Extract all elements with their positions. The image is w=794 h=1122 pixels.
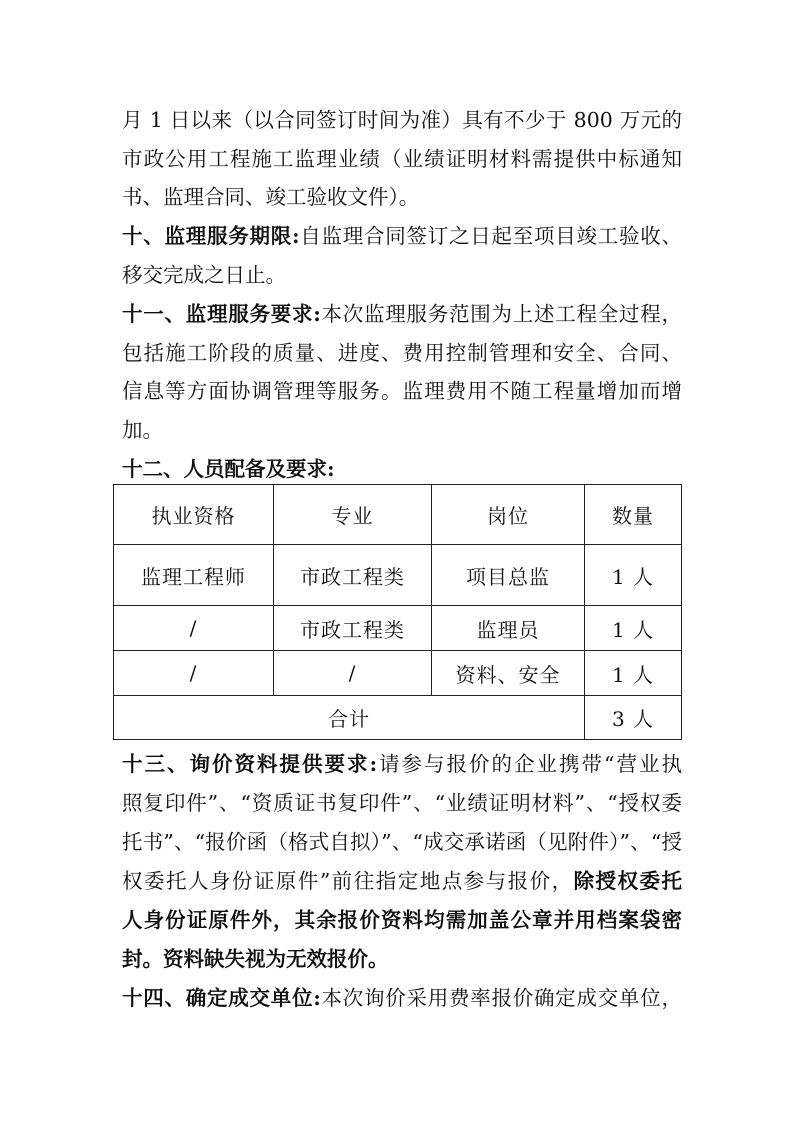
paragraph-line: 托书”、“报价函（格式自拟）”、“成交承诺函（见附件）”、“授 <box>122 830 682 854</box>
section-13 <box>122 750 682 778</box>
total-label: 合计 <box>114 696 585 740</box>
header-cell: 专业 <box>274 485 432 545</box>
table-cell: / <box>114 606 274 651</box>
paragraph-line: 移交完成之日止。 <box>122 263 286 287</box>
total-value: 3 人 <box>585 696 682 740</box>
section-text: 请参与报价的企业携带“营业执 <box>377 752 682 776</box>
emphasis-line: 人身份证原件外，其余报价资料均需加盖公章并用档案袋密 <box>122 908 682 932</box>
section-text: 本次监理服务范围为上述工程全过程， <box>320 302 682 326</box>
table-header-row <box>114 485 682 545</box>
emphasis-line: 封。资料缺失视为无效报价。 <box>122 947 389 971</box>
paragraph-line: 包括施工阶段的质量、进度、费用控制管理和安全、合同、 <box>122 341 682 365</box>
table-cell: 监理员 <box>432 606 585 651</box>
table-row <box>114 651 682 696</box>
table-cell: 1 人 <box>585 545 682 606</box>
section-12-heading: 十二、人员配备及要求: <box>122 457 335 481</box>
table-row <box>114 545 682 606</box>
header-cell: 数量 <box>585 485 682 545</box>
section-heading: 十一、监理服务要求: <box>122 302 321 326</box>
table-cell: / <box>114 651 274 696</box>
section-text: 本次询价采用费率报价确定成交单位， <box>320 986 682 1010</box>
section-text: 权委托人身份证原件”前往指定地点参与报价， <box>122 869 574 893</box>
section-text: 自监理合同签订之日起至项目竣工验收、 <box>299 224 682 248</box>
paragraph-line: 市政公用工程施工监理业绩（业绩证明材料需提供中标通知 <box>122 147 682 171</box>
table-cell: 资料、安全 <box>432 651 585 696</box>
paragraph-line: 月 1 日以来（以合同签订时间为准）具有不少于 800 万元的 <box>122 108 682 132</box>
paragraph-line: 信息等方面协调管理等服务。监理费用不随工程量增加而增 <box>122 379 682 403</box>
section-10 <box>122 222 682 250</box>
table-cell: 1 人 <box>585 651 682 696</box>
paragraph-line <box>122 867 682 895</box>
emphasis-text: 除授权委托 <box>573 869 683 893</box>
table-cell: 项目总监 <box>432 545 585 606</box>
section-14 <box>122 984 682 1012</box>
header-cell: 执业资格 <box>114 485 274 545</box>
table-cell: 市政工程类 <box>274 545 432 606</box>
table-cell: 1 人 <box>585 606 682 651</box>
header-cell: 岗位 <box>432 485 585 545</box>
table-row <box>114 606 682 651</box>
table-cell: / <box>274 651 432 696</box>
table-total-row <box>114 696 682 740</box>
section-heading: 十、监理服务期限: <box>122 224 300 248</box>
paragraph-line: 书、监理合同、竣工验收文件）。 <box>122 185 420 209</box>
section-heading: 十三、询价资料提供要求: <box>122 752 378 776</box>
section-heading: 十四、确定成交单位: <box>122 986 321 1010</box>
table-cell: 监理工程师 <box>114 545 274 606</box>
table-cell: 市政工程类 <box>274 606 432 651</box>
section-11 <box>122 300 682 328</box>
paragraph-line: 照复印件”、“资质证书复印件”、“业绩证明材料”、“授权委 <box>122 791 682 815</box>
staff-table <box>113 484 682 740</box>
paragraph-line: 加。 <box>122 418 163 442</box>
